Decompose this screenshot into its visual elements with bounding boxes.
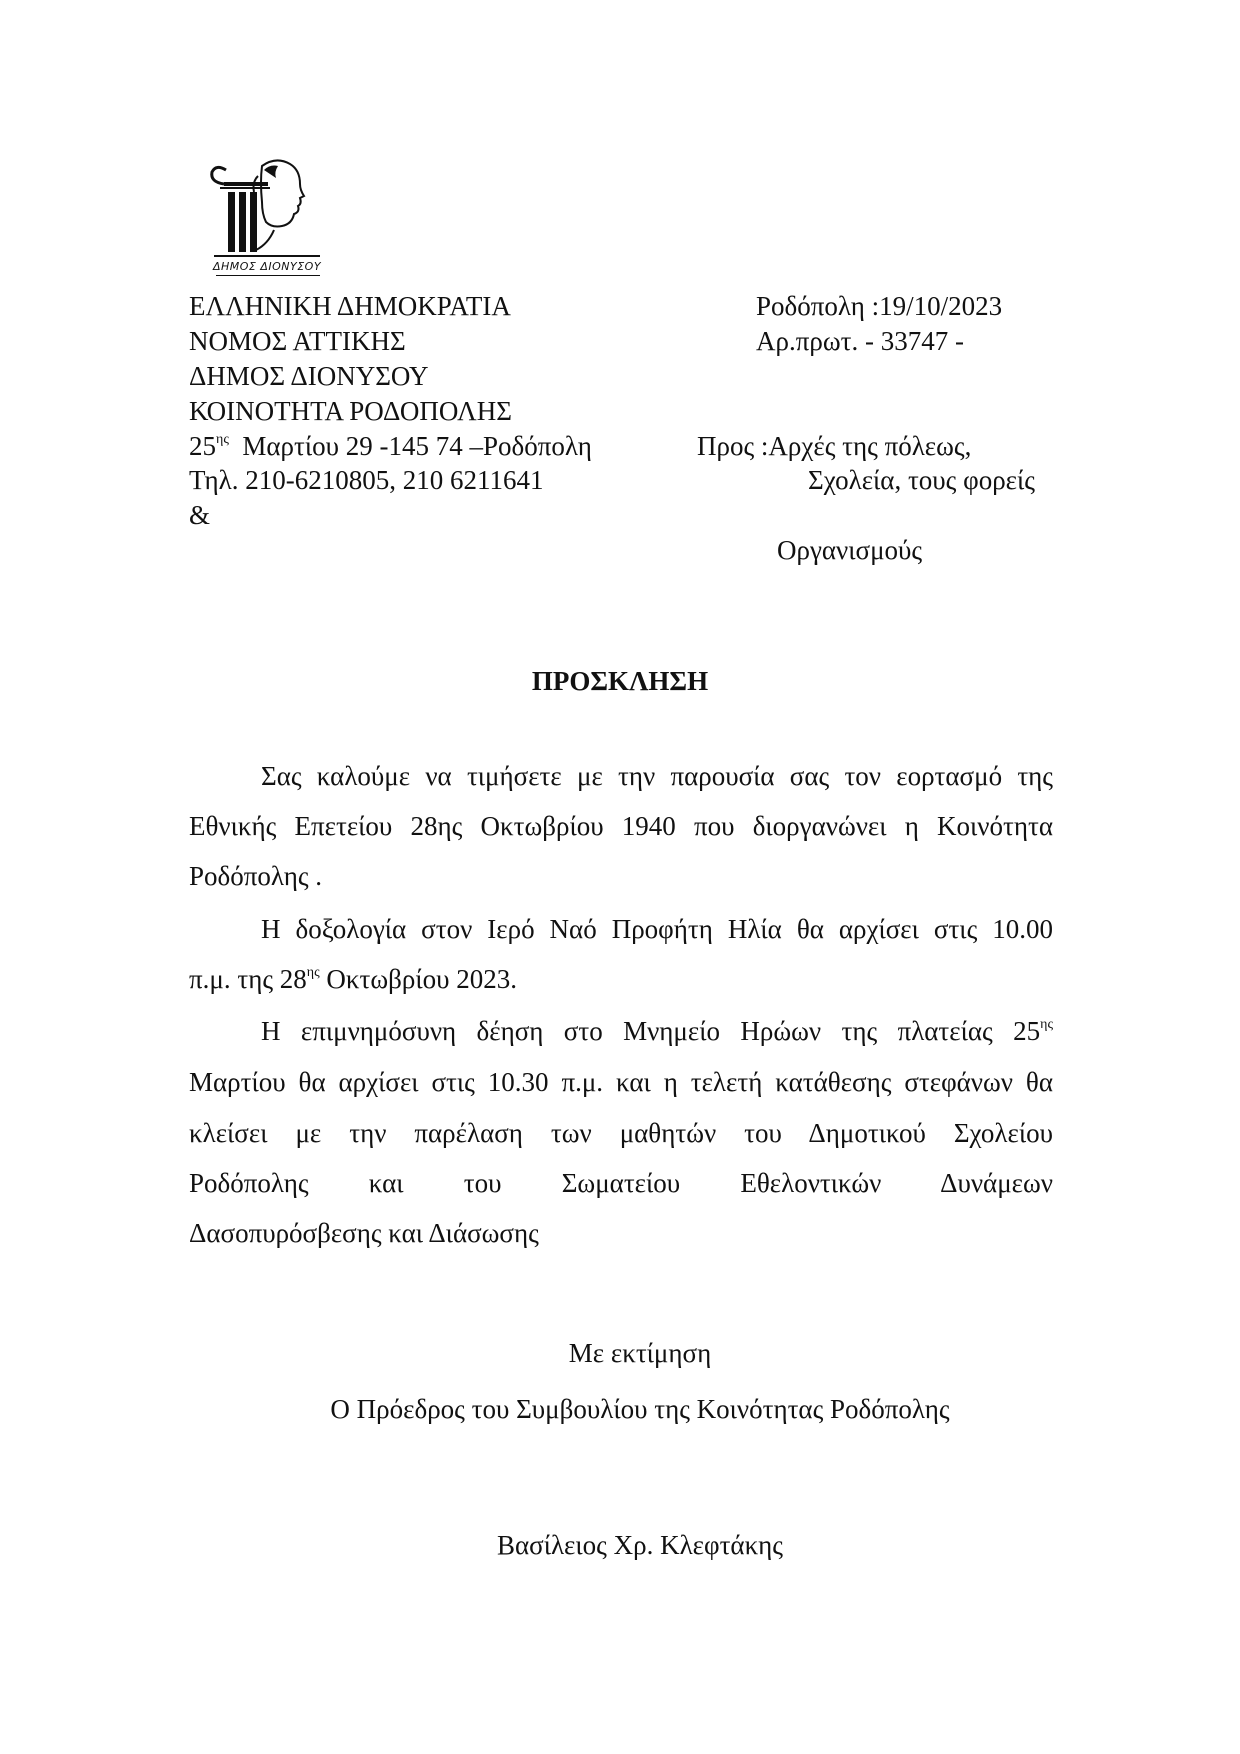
document-title: ΠΡΟΣΚΛΗΣΗ <box>531 666 709 696</box>
paragraph-3-line-1 <box>261 1013 1053 1055</box>
header-line-republic: ΕΛΛΗΝΙΚΗ ΔΗΜΟΚΡΑΤΙΑ <box>189 291 511 321</box>
p2-date-suffix: Οκτωβρίου 2023. <box>319 964 517 994</box>
signatory-name: Βασίλειος Χρ. Κλεφτάκης <box>496 1530 783 1560</box>
p2-date-superscript: ης <box>306 965 320 980</box>
recipients-line-2: Σχολεία, τους φορείς <box>808 465 1035 495</box>
address-superscript: ης <box>216 432 229 447</box>
paragraph-3-line-2: Μαρτίου θα αρχίσει στις 10.30 π.μ. και η τελετή κατάθεσης στεφάνων θα <box>189 1067 1053 1097</box>
closing-role: Ο Πρόεδρος του Συμβουλίου της Κοινότητας Ροδόπολης <box>330 1394 950 1424</box>
recipients-line-3: Οργανισμούς <box>777 535 923 565</box>
closing-regards: Με εκτίμηση <box>568 1338 712 1368</box>
paragraph-3-line-4: Ροδόπολης και του Σωματείου Εθελοντικών Δυνάμεων <box>189 1168 1053 1198</box>
paragraph-1-line-1: Σας καλούμε να τιμήσετε με την παρουσία σας τον εορτασμό της <box>261 761 1053 791</box>
address-rest: Μαρτίου 29 -145 74 –Ροδόπολη <box>242 431 592 461</box>
p2-date-prefix: π.μ. της 28 <box>189 964 307 994</box>
recipients-line-1: Προς :Αρχές της πόλεως, <box>697 431 972 461</box>
header-line-prefecture: ΝΟΜΟΣ ΑΤΤΙΚΗΣ <box>189 326 406 356</box>
logo-caption: ΔΗΜΟΣ ΔΙΟΝΥΣΟΥ <box>212 260 322 273</box>
header-line-municipality: ΔΗΜΟΣ ΔΙΟΝΥΣΟΥ <box>189 361 429 391</box>
municipality-logo <box>204 152 330 278</box>
header-ampersand: & <box>189 500 211 530</box>
paragraph-3-line-5: Δασοπυρόσβεσης και Διάσωσης <box>189 1218 539 1248</box>
header-date: Ροδόπολη :19/10/2023 <box>756 291 1003 321</box>
header-protocol: Αρ.πρωτ. - 33747 - <box>756 326 964 356</box>
header-line-community: ΚΟΙΝΟΤΗΤΑ ΡΟΔΟΠΟΛΗΣ <box>189 396 512 426</box>
logo-underline <box>216 275 320 276</box>
paragraph-3-line-3: κλείσει με την παρέλαση των μαθητών του Δημοτικού Σχολείου <box>189 1118 1053 1148</box>
p3-line1-text: Η επιμνημόσυνη δέηση στο Μνημείο Ηρώων της πλατείας $25^{\eta\varsigma}$ <box>261 1016 1053 1046</box>
address-number: 25 <box>189 431 216 461</box>
paragraph-2-line-1: Η δοξολογία στον Ιερό Ναό Προφήτη Ηλία θα αρχίσει στις 10.00 <box>261 914 1053 944</box>
header-phone: Τηλ. 210-6210805, 210 6211641 <box>189 465 544 495</box>
paragraph-1-line-3: Ροδόπολης . <box>189 861 323 891</box>
paragraph-2-line-2 <box>189 961 1053 1003</box>
paragraph-1-line-2: Εθνικής Επετείου 28ης Οκτωβρίου 1940 που διοργανώνει η Κοινότητα <box>189 811 1053 841</box>
